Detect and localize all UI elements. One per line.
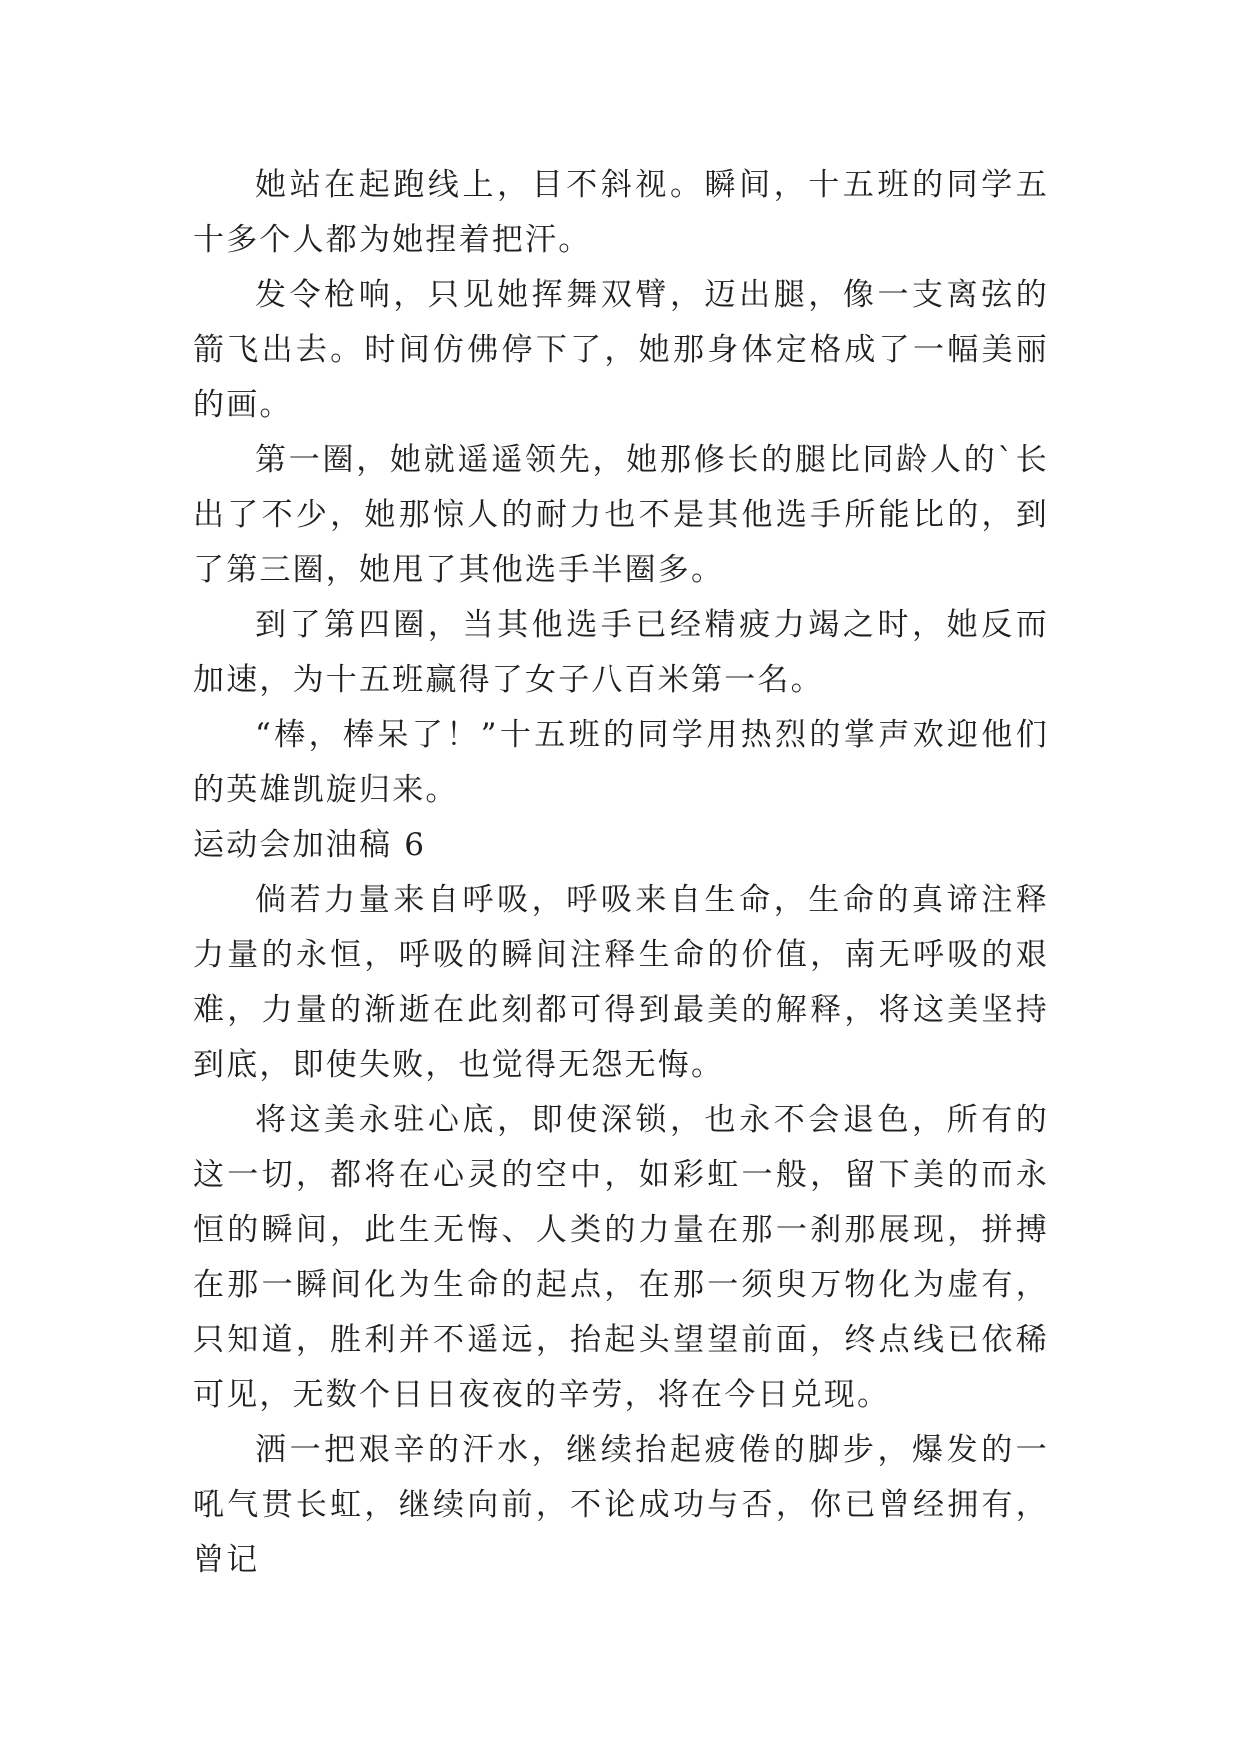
section-heading: 运动会加油稿 6 [193, 827, 427, 863]
paragraph-first-lap: 第一圈，她就遥遥领先，她那修长的腿比同龄人的`长出了不少，她那惊人的耐力也不是其他选手所能比的，到了第三圈，她甩了其他选手半圈多。 [193, 442, 1049, 588]
paragraph-start-line: 她站在起跑线上，目不斜视。瞬间，十五班的同学五十多个人都为她捏着把汗。 [193, 167, 1049, 258]
paragraph-cheering: “棒，棒呆了！”十五班的同学用热烈的掌声欢迎他们的英雄凯旋归来。 [193, 717, 1049, 808]
document-body [193, 158, 1049, 1588]
paragraph-fourth-lap: 到了第四圈，当其他选手已经精疲力竭之时，她反而加速，为十五班赢得了女子八百米第一名。 [193, 607, 1049, 698]
paragraph-strength-breath: 倘若力量来自呼吸，呼吸来自生命，生命的真谛注释力量的永恒，呼吸的瞬间注释生命的价值，南无呼吸的艰难，力量的渐逝在此刻都可得到最美的解释，将这美坚持到底，即使失败，也觉得无怨无悔。 [193, 882, 1049, 1083]
paragraph-keep-beauty: 将这美永驻心底，即使深锁，也永不会退色，所有的这一切，都将在心灵的空中，如彩虹一般，留下美的而永恒的瞬间，此生无悔、人类的力量在那一刹那展现，拼搏在那一瞬间化为生命的起点，在那一须臾万物化为虚有，只知道，胜利并不遥远，抬起头望望前面，终点线已依稀可见，无数个日日夜夜的辛劳，将在今日兑现。 [193, 1102, 1049, 1413]
paragraph-starting-gun: 发令枪响，只见她挥舞双臂，迈出腿，像一支离弦的箭飞出去。时间仿佛停下了，她那身体定格成了一幅美丽的画。 [193, 277, 1049, 423]
paragraph-sweat: 洒一把艰辛的汗水，继续抬起疲倦的脚步，爆发的一吼气贯长虹，继续向前，不论成功与否，你已曾经拥有，曾记 [193, 1432, 1049, 1578]
